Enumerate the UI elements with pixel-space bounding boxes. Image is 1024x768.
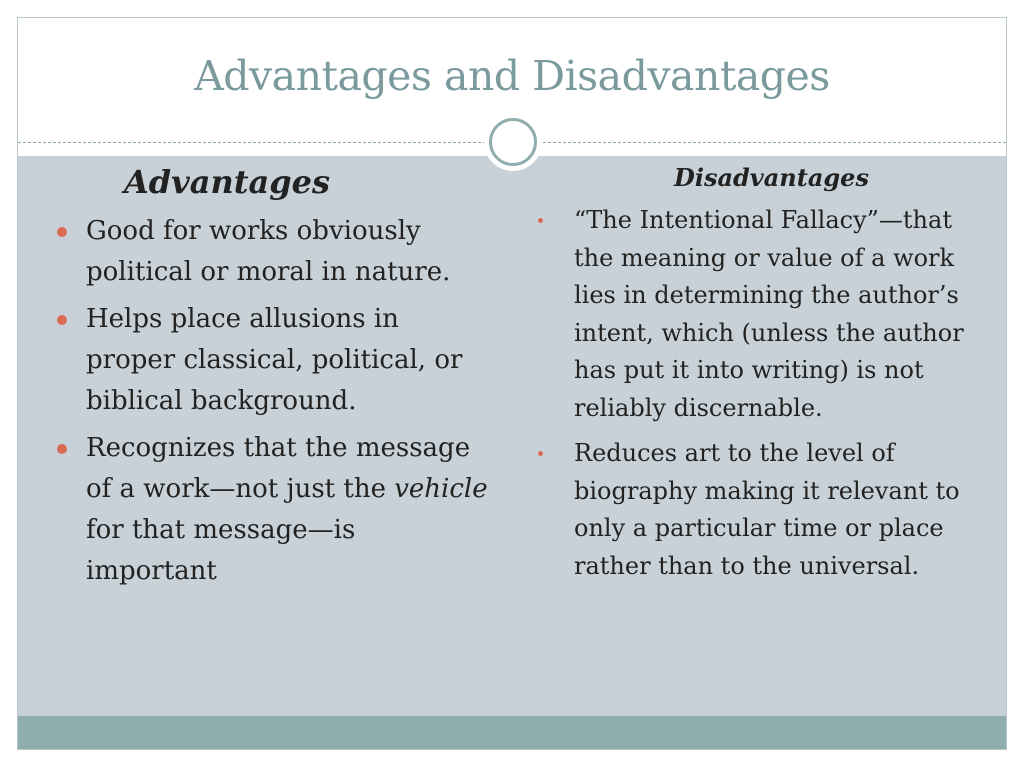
list-item-text: Reduces art to the level of biography making it relevant to only a particular time or place rather than to the universal. xyxy=(574,439,960,580)
list-item-text: Helps place allusions in proper classical, political, or biblical background. xyxy=(86,304,463,416)
slide xyxy=(17,17,1007,750)
list-item-text: Good for works obviously political or moral in nature. xyxy=(86,216,451,287)
bullet-icon xyxy=(57,315,67,325)
list-item xyxy=(52,299,492,422)
footer-bar xyxy=(18,716,1006,750)
list-item-text: “The Intentional Fallacy”—that the meaning or value of a work lies in determining the author’s intent, which (unless the author has put it into writing) is not reliably discernable. xyxy=(574,206,964,422)
bullet-icon xyxy=(538,218,543,223)
disadvantages-heading: Disadvantages xyxy=(674,163,869,192)
list-item xyxy=(534,202,974,427)
list-item xyxy=(534,435,974,585)
disadvantages-column xyxy=(534,163,974,593)
circle-ornament-icon xyxy=(484,113,542,171)
advantages-column xyxy=(52,163,492,598)
bullet-icon xyxy=(57,444,67,454)
bullet-icon xyxy=(57,227,67,237)
list-item xyxy=(52,428,492,592)
disadvantages-list xyxy=(534,202,974,585)
list-item-text-start: Recognizes that the message of a work—not just the xyxy=(86,433,471,504)
circle-ornament-ring xyxy=(489,118,537,166)
list-item-text-italic: vehicle xyxy=(394,474,488,504)
slide-title: Advantages and Disadvantages xyxy=(194,52,830,100)
list-item-text-end: for that message—is important xyxy=(86,515,356,586)
advantages-heading: Advantages xyxy=(123,163,331,201)
list-item xyxy=(52,211,492,293)
advantages-list xyxy=(52,211,492,592)
bullet-icon xyxy=(538,451,543,456)
